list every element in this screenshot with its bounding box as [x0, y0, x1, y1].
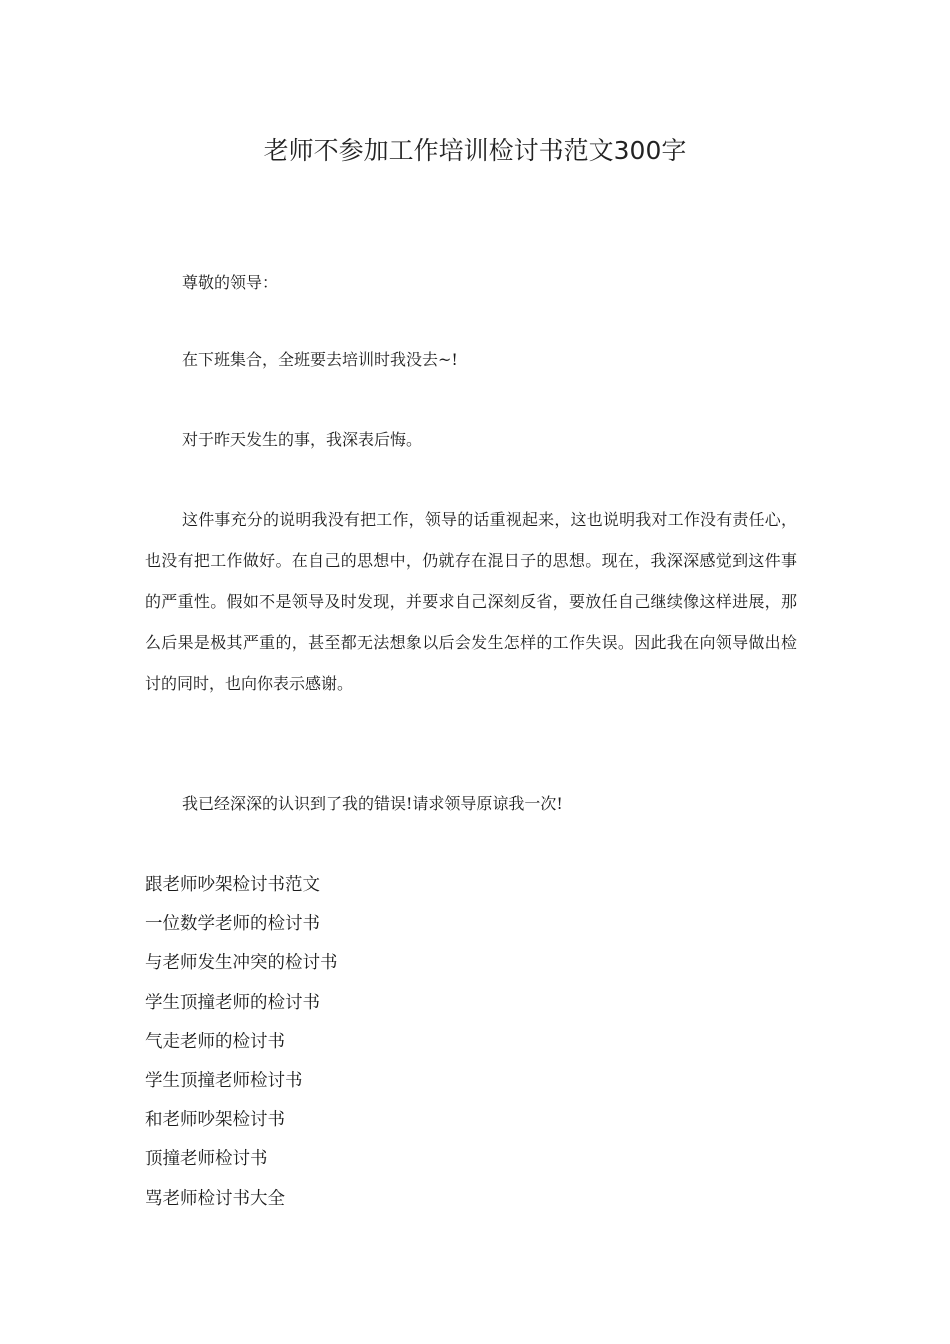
related-link[interactable]: 学生顶撞老师检讨书 [145, 1071, 303, 1092]
paragraph: 在下班集合，全班要去培训时我没去~! [182, 350, 458, 369]
related-link[interactable]: 和老师吵架检讨书 [145, 1110, 285, 1131]
related-link[interactable]: 一位数学老师的检讨书 [145, 914, 320, 935]
paragraph: 对于昨天发生的事，我深表后悔。 [182, 430, 423, 449]
related-link[interactable]: 与老师发生冲突的检讨书 [145, 953, 338, 974]
related-link[interactable]: 跟老师吵架检讨书范文 [145, 875, 320, 895]
paragraph: 这件事充分的说明我没有把工作，领导的话重视起来，这也说明我对工作没有责任心，也没有把工作做好。在自己的思想中，仍就存在混日子的思想。现在，我深深感觉到这件事的严重性。假如不是领导及时发现，并要求自己深刻反省，要放任自己继续像这样进展，那么后果是极其严重的，甚至都无法想象以后会发生怎样的工作失误。因此我在向领导做出检讨的同时，也向你表示感谢。 [145, 510, 797, 693]
related-links-list [145, 866, 797, 1219]
related-link[interactable]: 气走老师的检讨书 [145, 1031, 285, 1052]
document-title: 老师不参加工作培训检讨书范文300字 [263, 136, 687, 165]
salutation: 尊敬的领导： [182, 273, 279, 292]
related-link[interactable]: 学生顶撞老师的检讨书 [145, 992, 320, 1013]
related-link[interactable]: 骂老师检讨书大全 [145, 1188, 285, 1209]
paragraph: 我已经深深的认识到了我的错误!请求领导原谅我一次! [182, 794, 563, 813]
related-link[interactable]: 顶撞老师检讨书 [145, 1149, 268, 1170]
